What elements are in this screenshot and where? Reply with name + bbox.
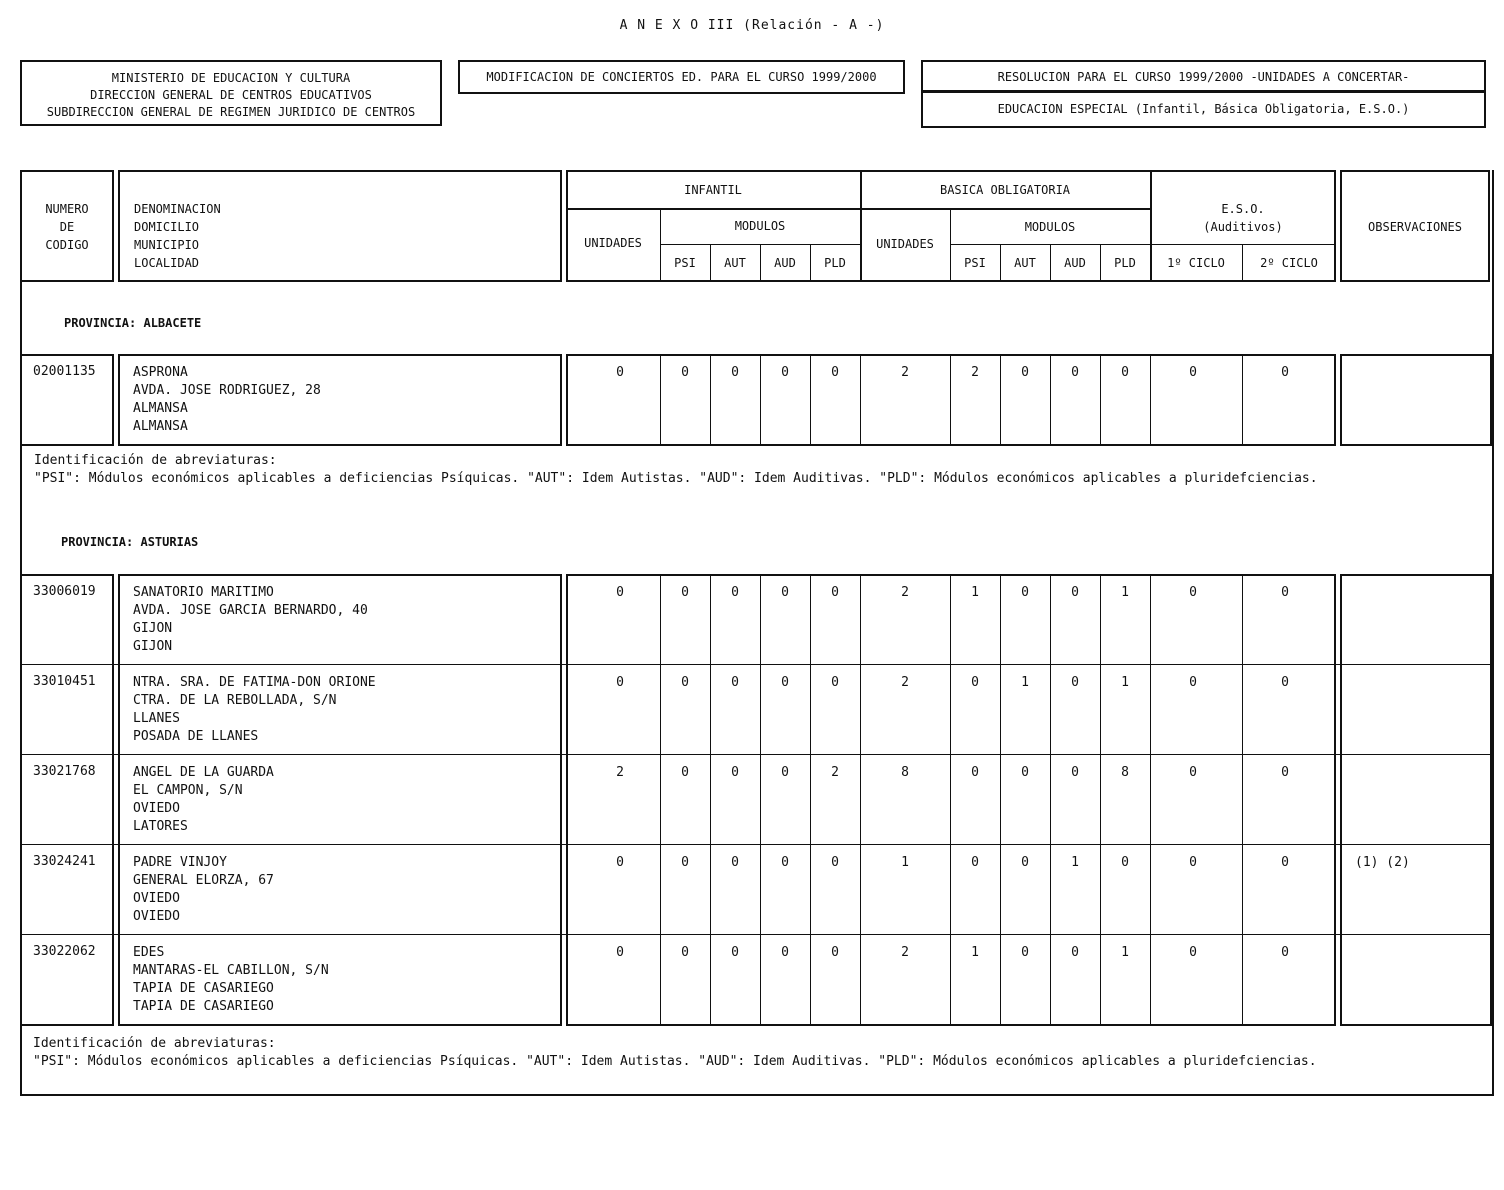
table-row-value: 1 — [971, 585, 979, 600]
table-row-value: 1 — [1071, 855, 1079, 870]
table-row-address: NTRA. SRA. DE FATIMA-DON ORIONE CTRA. DE LA REBOLLADA, S/N LLANES POSADA DE LLANES — [133, 675, 376, 744]
table-row-value: 0 — [1281, 675, 1289, 690]
table-row-value: 0 — [1281, 765, 1289, 780]
table-row-value: 0 — [971, 765, 979, 780]
header-denominacion-1: DENOMINACION — [134, 202, 221, 216]
table-row-value: 0 — [1071, 365, 1079, 380]
ministry-box — [20, 60, 442, 126]
table-row-value: 0 — [1121, 365, 1129, 380]
abbrev-note-1 — [34, 452, 1318, 488]
table-row-value: 0 — [681, 675, 689, 690]
column-divider — [1242, 354, 1243, 446]
table-row-value: 0 — [1121, 855, 1129, 870]
column-divider — [1150, 574, 1151, 1026]
table-row-value: 0 — [1071, 675, 1079, 690]
table-row-value: 0 — [1189, 365, 1197, 380]
observaciones-column-block — [1340, 574, 1492, 1026]
table-row-value: 0 — [831, 855, 839, 870]
column-divider — [950, 574, 951, 1026]
column-divider — [660, 574, 661, 1026]
table-row-code: 33021768 — [33, 764, 96, 779]
column-divider — [1100, 574, 1101, 1026]
header-numero-2: DE — [59, 220, 75, 234]
table-row-value: 0 — [1281, 365, 1289, 380]
column-divider — [950, 354, 951, 446]
table-row-value: 0 — [616, 585, 624, 600]
table-row-value: 0 — [681, 585, 689, 600]
table-row-value: 1 — [901, 855, 909, 870]
column-divider — [1000, 574, 1001, 1026]
header-observaciones — [1340, 170, 1490, 282]
table-row-value: 0 — [1189, 945, 1197, 960]
table-row-address: ASPRONA AVDA. JOSE RODRIGUEZ, 28 ALMANSA ALMANSA — [133, 365, 321, 434]
column-divider — [1150, 354, 1151, 446]
header-municipio: MUNICIPIO — [134, 238, 200, 252]
column-divider — [1000, 354, 1001, 446]
header-bas-aut: AUT — [1014, 256, 1036, 270]
table-row-value: 2 — [901, 675, 909, 690]
header-localidad: LOCALIDAD — [134, 256, 200, 270]
header-domicilio: DOMICILIO — [134, 220, 200, 234]
column-divider — [860, 354, 861, 446]
table-row-value: 0 — [1189, 855, 1197, 870]
table-row-value: 0 — [1281, 585, 1289, 600]
table-row-value: 0 — [681, 365, 689, 380]
header-observaciones-label: OBSERVACIONES — [1368, 220, 1462, 234]
column-divider — [1242, 574, 1243, 1026]
table-row-value: 0 — [1071, 945, 1079, 960]
header-denominacion — [118, 170, 562, 282]
table-row-value: 0 — [731, 855, 739, 870]
table-row-value: 0 — [731, 675, 739, 690]
header-numero-1: NUMERO — [45, 202, 89, 216]
header-basica: BASICA OBLIGATORIA — [939, 183, 1071, 197]
table-row-value: 0 — [1021, 855, 1029, 870]
column-divider — [660, 354, 661, 446]
table-row-address: PADRE VINJOY GENERAL ELORZA, 67 OVIEDO OVIEDO — [133, 855, 274, 924]
table-row-value: 1 — [1121, 945, 1129, 960]
header-inf-pld: PLD — [824, 256, 846, 270]
table-row-address: SANATORIO MARITIMO AVDA. JOSE GARCIA BERNARDO, 40 GIJON GIJON — [133, 585, 368, 654]
header-eso-2: (Auditivos) — [1203, 220, 1283, 234]
table-row-value: 0 — [681, 945, 689, 960]
table-row-value: 0 — [731, 765, 739, 780]
province-asturias: PROVINCIA: ASTURIAS — [61, 535, 199, 549]
ministry-line-1: MINISTERIO DE EDUCACION Y CULTURA — [111, 71, 351, 85]
header-inf-aut: AUT — [724, 256, 746, 270]
column-divider — [810, 354, 811, 446]
header-bas-aud: AUD — [1064, 256, 1086, 270]
table-row-value: 0 — [731, 945, 739, 960]
table-row-value: 1 — [1021, 675, 1029, 690]
ministry-line-2: DIRECCION GENERAL DE CENTROS EDUCATIVOS — [90, 88, 372, 102]
table-row-code: 33006019 — [33, 584, 96, 599]
table-row-address: EDES MANTARAS-EL CABILLON, S/N TAPIA DE CASARIEGO TAPIA DE CASARIEGO — [133, 945, 329, 1014]
education-box: EDUCACION ESPECIAL (Infantil, Básica Obligatoria, E.S.O.) — [921, 92, 1486, 128]
header-bas-psi: PSI — [964, 256, 986, 270]
header-inf-aud: AUD — [774, 256, 796, 270]
table-row-value: 0 — [1071, 765, 1079, 780]
table-row-value: 2 — [901, 945, 909, 960]
header-numero-3: CODIGO — [45, 238, 89, 252]
column-divider — [760, 354, 761, 446]
row-divider — [20, 664, 1492, 665]
table-row-value: 0 — [616, 945, 624, 960]
table-row-value: 0 — [781, 765, 789, 780]
table-row-value: 0 — [616, 365, 624, 380]
header-ciclo-2: 2º CICLO — [1260, 256, 1318, 270]
table-row-code: 33010451 — [33, 674, 96, 689]
modification-box: MODIFICACION DE CONCIERTOS ED. PARA EL CURSO 1999/2000 — [458, 60, 905, 94]
header-bas-pld: PLD — [1114, 256, 1136, 270]
abbrev-text: "PSI": Módulos económicos aplicables a deficiencias Psíquicas. "AUT": Idem Autistas. "AUD": Idem Auditivas. "PLD": Módulos económicos aplicables a pluridefciencias. — [34, 471, 1318, 486]
table-row-value: 0 — [681, 855, 689, 870]
header-basica-modulos: MODULOS — [1024, 220, 1076, 234]
column-divider — [710, 574, 711, 1026]
table-row-value: 0 — [1021, 585, 1029, 600]
ministry-line-3: SUBDIRECCION GENERAL DE REGIMEN JURIDICO DE CENTROS — [46, 105, 416, 119]
table-row-value: 2 — [971, 365, 979, 380]
table-row-value: 0 — [1281, 945, 1289, 960]
table-row-value: 8 — [901, 765, 909, 780]
header-infantil-unidades: UNIDADES — [584, 236, 642, 250]
column-divider — [810, 574, 811, 1026]
table-row-value: 0 — [781, 675, 789, 690]
table-row-code: 33022062 — [33, 944, 96, 959]
table-row-value: 0 — [681, 765, 689, 780]
header-infantil: INFANTIL — [684, 183, 742, 197]
annex-title: A N E X O III (Relación - A -) — [619, 18, 885, 33]
table-row-value: 0 — [1021, 765, 1029, 780]
table-row-value: 0 — [616, 675, 624, 690]
abbrev-text: "PSI": Módulos económicos aplicables a deficiencias Psíquicas. "AUT": Idem Autistas. "AUD": Idem Auditivas. "PLD": Módulos económicos aplicables a pluridefciencias. — [33, 1054, 1317, 1069]
table-row-value: 0 — [1189, 675, 1197, 690]
table-row-code: 33024241 — [33, 854, 96, 869]
column-divider — [760, 574, 761, 1026]
table-row-value: 2 — [901, 365, 909, 380]
table-row-value: 0 — [1189, 585, 1197, 600]
table-row-value: 2 — [901, 585, 909, 600]
table-row-value: 0 — [1021, 365, 1029, 380]
column-divider — [860, 574, 861, 1026]
table-row-value: 0 — [971, 675, 979, 690]
table-row-value: 0 — [1281, 855, 1289, 870]
table-row-value: 0 — [781, 855, 789, 870]
row-divider — [20, 934, 1492, 935]
header-eso — [1150, 200, 1336, 236]
table-row-value: 0 — [1021, 945, 1029, 960]
table-row-value: 0 — [831, 585, 839, 600]
column-divider — [1050, 354, 1051, 446]
column-divider — [1050, 574, 1051, 1026]
resolution-box: RESOLUCION PARA EL CURSO 1999/2000 -UNIDADES A CONCERTAR- — [921, 60, 1486, 92]
abbrev-note-2 — [33, 1035, 1317, 1071]
table-row-value: 0 — [1189, 765, 1197, 780]
header-numero — [20, 170, 114, 282]
table-row-value: 0 — [731, 365, 739, 380]
table-row-value: 0 — [831, 365, 839, 380]
table-row-value: 0 — [781, 585, 789, 600]
table-row-value: 0 — [1071, 585, 1079, 600]
table-row-value: 1 — [1121, 675, 1129, 690]
column-divider — [1100, 354, 1101, 446]
abbrev-heading: Identificación de abreviaturas: — [33, 1036, 276, 1051]
header-basica-unidades: UNIDADES — [876, 237, 934, 251]
header-inf-psi: PSI — [674, 256, 696, 270]
table-row-value: 1 — [971, 945, 979, 960]
abbrev-heading: Identificación de abreviaturas: — [34, 453, 277, 468]
table-row-value: 8 — [1121, 765, 1129, 780]
table-row-value: 2 — [616, 765, 624, 780]
header-ciclo-1: 1º CICLO — [1167, 256, 1225, 270]
table-row-observacion: (1) (2) — [1355, 855, 1410, 870]
table-row-value: 0 — [831, 675, 839, 690]
observaciones-column-block — [1340, 354, 1492, 446]
table-row-value: 0 — [971, 855, 979, 870]
table-row-value: 0 — [831, 945, 839, 960]
table-row-value: 0 — [616, 855, 624, 870]
province-albacete: PROVINCIA: ALBACETE — [64, 316, 202, 330]
header-eso-1: E.S.O. — [1221, 202, 1265, 216]
table-row-value: 0 — [781, 365, 789, 380]
table-row-value: 2 — [831, 765, 839, 780]
table-row-value: 0 — [731, 585, 739, 600]
table-row-value: 1 — [1121, 585, 1129, 600]
table-row-value: 0 — [781, 945, 789, 960]
table-row-address: ANGEL DE LA GUARDA EL CAMPON, S/N OVIEDO LATORES — [133, 765, 274, 834]
row-divider — [20, 844, 1492, 845]
row-divider — [20, 754, 1492, 755]
header-infantil-modulos: MODULOS — [734, 219, 786, 233]
table-row-code: 02001135 — [33, 364, 96, 379]
column-divider — [710, 354, 711, 446]
